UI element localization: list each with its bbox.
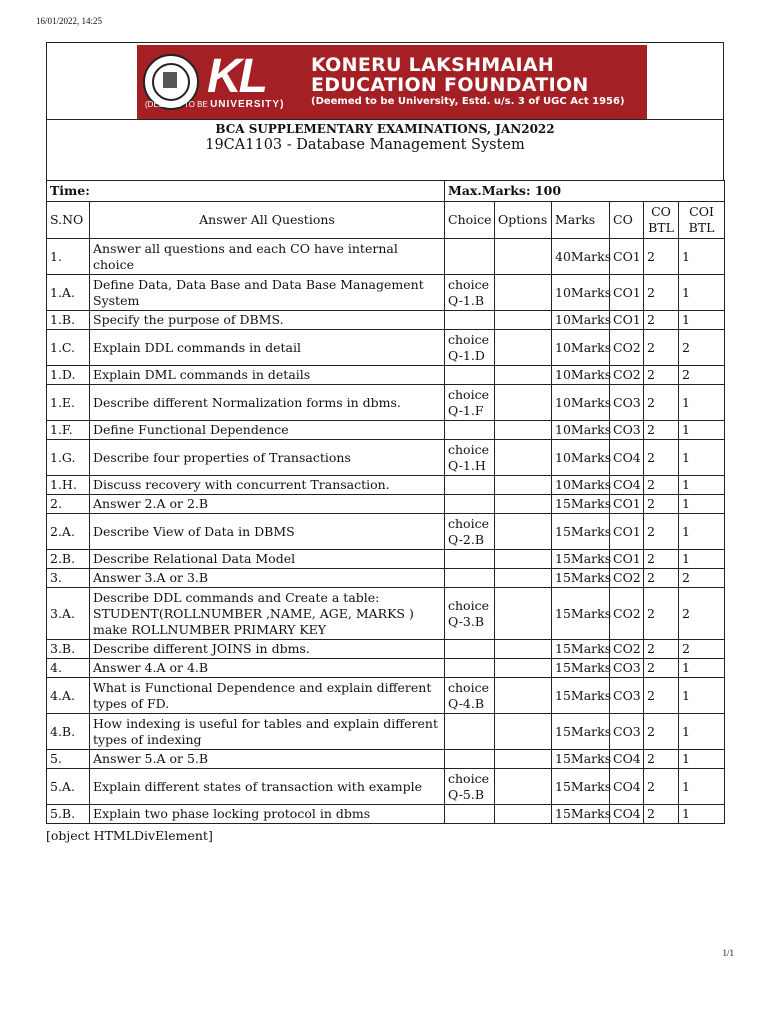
table-row bbox=[47, 476, 725, 495]
row-co-btl: 2 bbox=[644, 569, 679, 588]
row-choice bbox=[445, 495, 495, 514]
row-coi-btl: 1 bbox=[679, 750, 725, 769]
row-choice bbox=[445, 750, 495, 769]
row-choice bbox=[445, 659, 495, 678]
row-sno: 1.G. bbox=[47, 440, 90, 476]
row-question: Explain two phase locking protocol in dbms bbox=[90, 805, 445, 824]
row-co-btl: 2 bbox=[644, 640, 679, 659]
table-row bbox=[47, 805, 725, 824]
row-options bbox=[495, 750, 552, 769]
row-sno: 1.E. bbox=[47, 385, 90, 421]
row-question: What is Functional Dependence and explain different types of FD. bbox=[90, 678, 445, 714]
row-co-btl: 2 bbox=[644, 330, 679, 366]
time-label: Time: bbox=[47, 181, 445, 202]
row-sno: 3.B. bbox=[47, 640, 90, 659]
row-coi-btl: 2 bbox=[679, 588, 725, 640]
row-co: CO4 bbox=[610, 440, 644, 476]
row-sno: 4. bbox=[47, 659, 90, 678]
row-co-btl: 2 bbox=[644, 550, 679, 569]
row-coi-btl: 1 bbox=[679, 769, 725, 805]
row-co-btl: 2 bbox=[644, 476, 679, 495]
table-row bbox=[47, 550, 725, 569]
row-co-btl: 2 bbox=[644, 714, 679, 750]
row-marks: 15Marks bbox=[552, 769, 610, 805]
row-choice bbox=[445, 366, 495, 385]
row-coi-btl: 1 bbox=[679, 440, 725, 476]
row-sno: 1. bbox=[47, 239, 90, 275]
row-co: CO2 bbox=[610, 366, 644, 385]
row-choice bbox=[445, 311, 495, 330]
table-row bbox=[47, 385, 725, 421]
row-marks: 15Marks bbox=[552, 659, 610, 678]
row-sno: 2.B. bbox=[47, 550, 90, 569]
col-marks: Marks bbox=[552, 202, 610, 239]
table-row bbox=[47, 514, 725, 550]
row-sno: 1.F. bbox=[47, 421, 90, 440]
row-question: Define Functional Dependence bbox=[90, 421, 445, 440]
row-marks: 10Marks bbox=[552, 421, 610, 440]
university-tagline: (Deemed to be University, Estd. u/s. 3 of UGC Act 1956) bbox=[311, 96, 625, 108]
table-row bbox=[47, 421, 725, 440]
questions-table bbox=[46, 180, 725, 824]
row-question: Explain different states of transaction with example bbox=[90, 769, 445, 805]
row-co: CO3 bbox=[610, 714, 644, 750]
column-header-row bbox=[47, 202, 725, 239]
university-banner bbox=[137, 45, 647, 119]
row-marks: 10Marks bbox=[552, 440, 610, 476]
row-co-btl: 2 bbox=[644, 805, 679, 824]
row-sno: 4.A. bbox=[47, 678, 90, 714]
time-marks-row bbox=[47, 181, 725, 202]
table-row bbox=[47, 495, 725, 514]
row-marks: 15Marks bbox=[552, 805, 610, 824]
row-coi-btl: 1 bbox=[679, 421, 725, 440]
row-options bbox=[495, 366, 552, 385]
row-sno: 5.B. bbox=[47, 805, 90, 824]
row-sno: 5.A. bbox=[47, 769, 90, 805]
kl-logo-subtitle: (DEEMED TO BE UNIVERSITY) bbox=[145, 99, 285, 110]
row-marks: 15Marks bbox=[552, 750, 610, 769]
row-co-btl: 2 bbox=[644, 678, 679, 714]
row-question: Answer 4.A or 4.B bbox=[90, 659, 445, 678]
row-marks: 10Marks bbox=[552, 275, 610, 311]
row-coi-btl: 2 bbox=[679, 640, 725, 659]
row-co-btl: 2 bbox=[644, 659, 679, 678]
col-co-btl: CO BTL bbox=[644, 202, 679, 239]
row-coi-btl: 1 bbox=[679, 805, 725, 824]
university-name-line2: EDUCATION FOUNDATION bbox=[311, 74, 589, 97]
row-question: Describe View of Data in DBMS bbox=[90, 514, 445, 550]
row-coi-btl: 1 bbox=[679, 385, 725, 421]
row-sno: 1.H. bbox=[47, 476, 90, 495]
row-co-btl: 2 bbox=[644, 495, 679, 514]
row-marks: 15Marks bbox=[552, 714, 610, 750]
row-coi-btl: 1 bbox=[679, 678, 725, 714]
university-name bbox=[311, 56, 625, 107]
table-row bbox=[47, 678, 725, 714]
row-co: CO1 bbox=[610, 239, 644, 275]
row-coi-btl: 2 bbox=[679, 366, 725, 385]
row-marks: 15Marks bbox=[552, 514, 610, 550]
row-question: Explain DML commands in details bbox=[90, 366, 445, 385]
row-sno: 3.A. bbox=[47, 588, 90, 640]
row-co-btl: 2 bbox=[644, 769, 679, 805]
row-options bbox=[495, 769, 552, 805]
table-row bbox=[47, 750, 725, 769]
row-marks: 10Marks bbox=[552, 330, 610, 366]
row-choice: choice Q-1.B bbox=[445, 275, 495, 311]
row-sno: 1.B. bbox=[47, 311, 90, 330]
row-question: Answer all questions and each CO have internal choice bbox=[90, 239, 445, 275]
row-coi-btl: 2 bbox=[679, 569, 725, 588]
course-title: 19CA1103 - Database Management System bbox=[205, 137, 525, 153]
row-choice bbox=[445, 640, 495, 659]
row-co-btl: 2 bbox=[644, 275, 679, 311]
row-co-btl: 2 bbox=[644, 239, 679, 275]
row-options bbox=[495, 640, 552, 659]
row-co: CO4 bbox=[610, 476, 644, 495]
row-question: Describe DDL commands and Create a table: STUDENT(ROLLNUMBER ,NAME, AGE, MARKS ) make ROLLNUMBER PRIMARY KEY bbox=[90, 588, 445, 640]
table-row bbox=[47, 640, 725, 659]
row-co: CO2 bbox=[610, 640, 644, 659]
max-marks-label: Max.Marks: 100 bbox=[445, 181, 725, 202]
row-co-btl: 2 bbox=[644, 421, 679, 440]
row-sno: 3. bbox=[47, 569, 90, 588]
row-question: Explain DDL commands in detail bbox=[90, 330, 445, 366]
row-marks: 10Marks bbox=[552, 311, 610, 330]
row-question: Describe Relational Data Model bbox=[90, 550, 445, 569]
row-options bbox=[495, 275, 552, 311]
col-choice: Choice bbox=[445, 202, 495, 239]
row-choice bbox=[445, 421, 495, 440]
row-coi-btl: 1 bbox=[679, 659, 725, 678]
row-options bbox=[495, 805, 552, 824]
col-co: CO bbox=[610, 202, 644, 239]
row-co: CO1 bbox=[610, 550, 644, 569]
question-paper bbox=[46, 42, 724, 843]
table-row bbox=[47, 311, 725, 330]
row-sno: 5. bbox=[47, 750, 90, 769]
col-question: Answer All Questions bbox=[90, 202, 445, 239]
row-choice bbox=[445, 476, 495, 495]
row-marks: 40Marks bbox=[552, 239, 610, 275]
university-name-line1: KONERU LAKSHMAIAH bbox=[311, 54, 555, 77]
row-options bbox=[495, 311, 552, 330]
row-options bbox=[495, 678, 552, 714]
row-co: CO2 bbox=[610, 569, 644, 588]
row-co-btl: 2 bbox=[644, 514, 679, 550]
row-choice bbox=[445, 239, 495, 275]
table-row bbox=[47, 330, 725, 366]
row-choice: choice Q-1.H bbox=[445, 440, 495, 476]
row-options bbox=[495, 476, 552, 495]
row-co: CO3 bbox=[610, 659, 644, 678]
row-co: CO1 bbox=[610, 275, 644, 311]
row-question: Describe different JOINS in dbms. bbox=[90, 640, 445, 659]
row-co: CO2 bbox=[610, 588, 644, 640]
row-marks: 15Marks bbox=[552, 569, 610, 588]
row-options bbox=[495, 514, 552, 550]
row-marks: 10Marks bbox=[552, 476, 610, 495]
exam-title: BCA SUPPLEMENTARY EXAMINATIONS, JAN2022 bbox=[215, 122, 555, 136]
col-options: Options bbox=[495, 202, 552, 239]
row-co-btl: 2 bbox=[644, 311, 679, 330]
row-co-btl: 2 bbox=[644, 385, 679, 421]
row-co: CO1 bbox=[610, 514, 644, 550]
banner-box bbox=[46, 42, 724, 119]
row-choice: choice Q-5.B bbox=[445, 769, 495, 805]
row-options bbox=[495, 239, 552, 275]
row-sno: 2. bbox=[47, 495, 90, 514]
row-choice bbox=[445, 550, 495, 569]
table-row bbox=[47, 569, 725, 588]
row-marks: 10Marks bbox=[552, 366, 610, 385]
row-question: Discuss recovery with concurrent Transaction. bbox=[90, 476, 445, 495]
col-sno: S.NO bbox=[47, 202, 90, 239]
row-options bbox=[495, 421, 552, 440]
row-choice bbox=[445, 714, 495, 750]
print-date: 16/01/2022, 14:25 bbox=[36, 16, 103, 26]
exam-header bbox=[46, 119, 724, 180]
kl-logo-letters: KL bbox=[207, 50, 265, 103]
row-sno: 4.B. bbox=[47, 714, 90, 750]
row-choice bbox=[445, 569, 495, 588]
row-options bbox=[495, 495, 552, 514]
row-choice: choice Q-2.B bbox=[445, 514, 495, 550]
row-co: CO4 bbox=[610, 769, 644, 805]
table-row bbox=[47, 769, 725, 805]
row-question: Answer 2.A or 2.B bbox=[90, 495, 445, 514]
row-co-btl: 2 bbox=[644, 440, 679, 476]
row-options bbox=[495, 569, 552, 588]
row-marks: 15Marks bbox=[552, 640, 610, 659]
table-row bbox=[47, 366, 725, 385]
row-marks: 15Marks bbox=[552, 588, 610, 640]
row-marks: 10Marks bbox=[552, 385, 610, 421]
col-coi-btl: COI BTL bbox=[679, 202, 725, 239]
row-choice: choice Q-3.B bbox=[445, 588, 495, 640]
row-co-btl: 2 bbox=[644, 588, 679, 640]
row-choice: choice Q-1.F bbox=[445, 385, 495, 421]
row-options bbox=[495, 385, 552, 421]
row-question: Answer 5.A or 5.B bbox=[90, 750, 445, 769]
row-marks: 15Marks bbox=[552, 550, 610, 569]
row-options bbox=[495, 588, 552, 640]
row-co-btl: 2 bbox=[644, 750, 679, 769]
row-options bbox=[495, 330, 552, 366]
row-sno: 2.A. bbox=[47, 514, 90, 550]
kl-logo bbox=[145, 50, 307, 111]
row-coi-btl: 1 bbox=[679, 714, 725, 750]
page-number: 1/1 bbox=[722, 948, 734, 958]
row-sno: 1.D. bbox=[47, 366, 90, 385]
row-question: How indexing is useful for tables and explain different types of indexing bbox=[90, 714, 445, 750]
row-sno: 1.A. bbox=[47, 275, 90, 311]
row-co: CO1 bbox=[610, 495, 644, 514]
row-question: Describe different Normalization forms in dbms. bbox=[90, 385, 445, 421]
row-co: CO1 bbox=[610, 311, 644, 330]
row-options bbox=[495, 550, 552, 569]
table-row bbox=[47, 275, 725, 311]
table-row bbox=[47, 440, 725, 476]
row-question: Answer 3.A or 3.B bbox=[90, 569, 445, 588]
row-options bbox=[495, 714, 552, 750]
row-coi-btl: 1 bbox=[679, 514, 725, 550]
row-co: CO3 bbox=[610, 385, 644, 421]
row-options bbox=[495, 440, 552, 476]
row-co: CO3 bbox=[610, 421, 644, 440]
row-sno: 1.C. bbox=[47, 330, 90, 366]
table-row bbox=[47, 659, 725, 678]
table-row bbox=[47, 714, 725, 750]
table-row bbox=[47, 588, 725, 640]
row-choice bbox=[445, 805, 495, 824]
row-question: Define Data, Data Base and Data Base Management System bbox=[90, 275, 445, 311]
row-choice: choice Q-4.B bbox=[445, 678, 495, 714]
row-co: CO2 bbox=[610, 330, 644, 366]
row-coi-btl: 1 bbox=[679, 239, 725, 275]
row-coi-btl: 1 bbox=[679, 495, 725, 514]
row-coi-btl: 2 bbox=[679, 330, 725, 366]
row-co-btl: 2 bbox=[644, 366, 679, 385]
row-options bbox=[495, 659, 552, 678]
row-co: CO4 bbox=[610, 805, 644, 824]
row-coi-btl: 1 bbox=[679, 311, 725, 330]
row-marks: 15Marks bbox=[552, 495, 610, 514]
row-coi-btl: 1 bbox=[679, 550, 725, 569]
row-coi-btl: 1 bbox=[679, 275, 725, 311]
row-question: Specify the purpose of DBMS. bbox=[90, 311, 445, 330]
table-row bbox=[47, 239, 725, 275]
row-co: CO3 bbox=[610, 678, 644, 714]
row-co: CO4 bbox=[610, 750, 644, 769]
row-marks: 15Marks bbox=[552, 678, 610, 714]
row-question: Describe four properties of Transactions bbox=[90, 440, 445, 476]
row-coi-btl: 1 bbox=[679, 476, 725, 495]
footer-object-text: [object HTMLDivElement] bbox=[46, 828, 213, 843]
row-choice: choice Q-1.D bbox=[445, 330, 495, 366]
